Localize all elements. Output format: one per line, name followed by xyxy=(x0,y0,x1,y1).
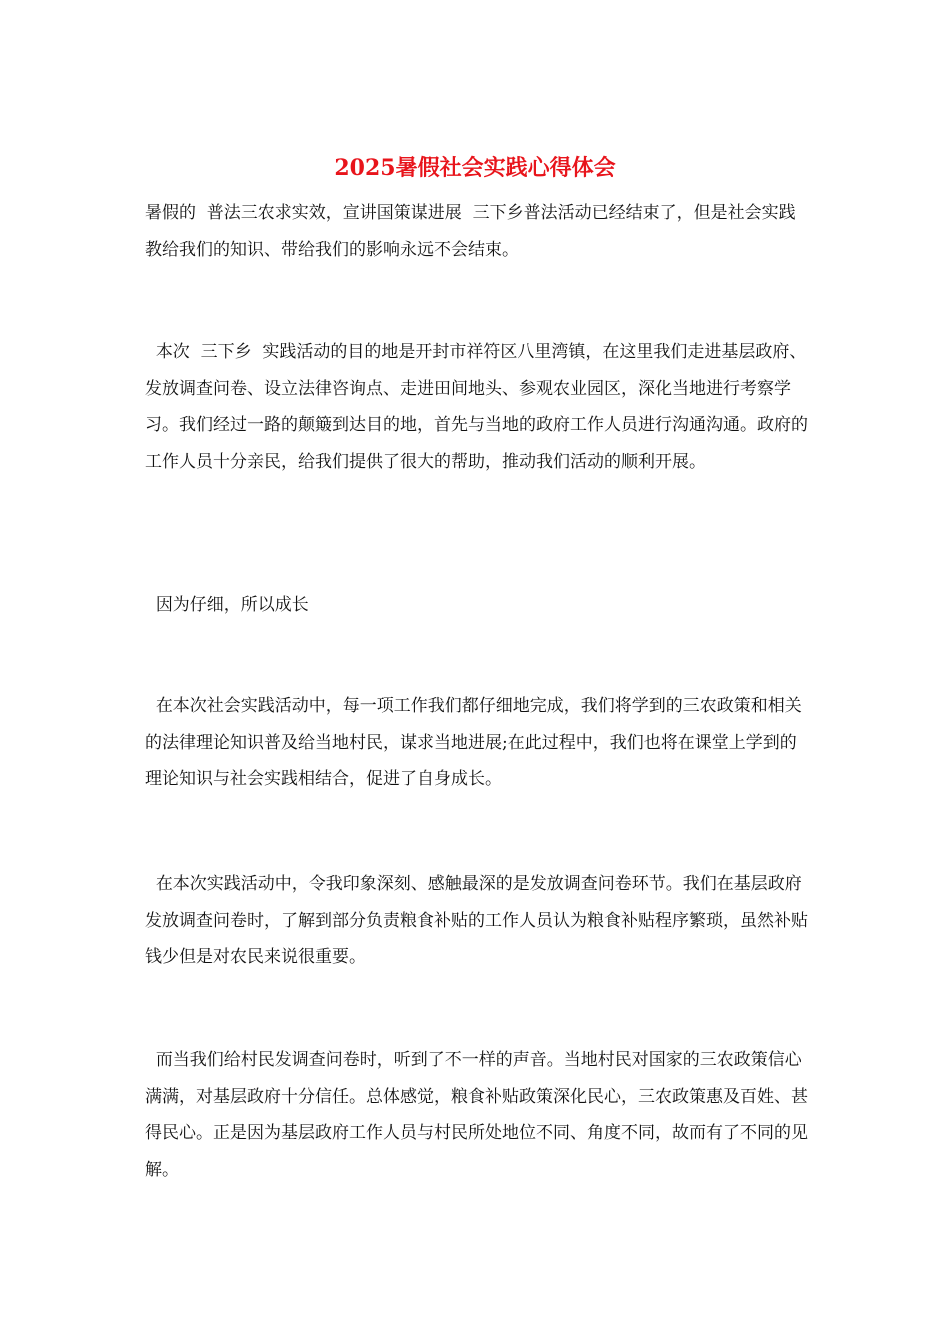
paragraph-destination: 本次 三下乡 实践活动的目的地是开封市祥符区八里湾镇，在这里我们走进基层政府、发放调查问卷、设立法律咨询点、走进田间地头、参观农业园区，深化当地进行考察学习。我们经过一路的颠簸到达目的地，首先与当地的政府工作人员进行沟通沟通。政府的工作人员十分亲民，给我们提供了很大的帮助，推动我们活动的顺利开展。 xyxy=(145,342,808,472)
paragraph-subheading: 因为仔细，所以成长 xyxy=(145,595,309,615)
paragraph-intro: 暑假的 普法三农求实效，宣讲国策谋进展 三下乡普法活动已经结束了，但是社会实践教给我们的知识、带给我们的影响永远不会结束。 xyxy=(145,203,796,260)
document-title: 2025暑假社会实践心得体会 xyxy=(334,155,616,181)
paragraph-survey-officials: 在本次实践活动中，令我印象深刻、感触最深的是发放调查问卷环节。我们在基层政府发放调查问卷时，了解到部分负责粮食补贴的工作人员认为粮食补贴程序繁琐，虽然补贴钱少但是对农民来说很重要。 xyxy=(145,874,808,967)
paragraph-survey-villagers: 而当我们给村民发调查问卷时，听到了不一样的声音。当地村民对国家的三农政策信心满满，对基层政府十分信任。总体感觉，粮食补贴政策深化民心，三农政策惠及百姓、甚得民心。正是因为基层政府工作人员与村民所处地位不同、角度不同，故而有了不同的见解。 xyxy=(145,1050,808,1180)
paragraph-growth: 在本次社会实践活动中，每一项工作我们都仔细地完成，我们将学到的三农政策和相关的法律理论知识普及给当地村民，谋求当地进展;在此过程中，我们也将在课堂上学到的理论知识与社会实践相结合，促进了自身成长。 xyxy=(145,696,802,789)
